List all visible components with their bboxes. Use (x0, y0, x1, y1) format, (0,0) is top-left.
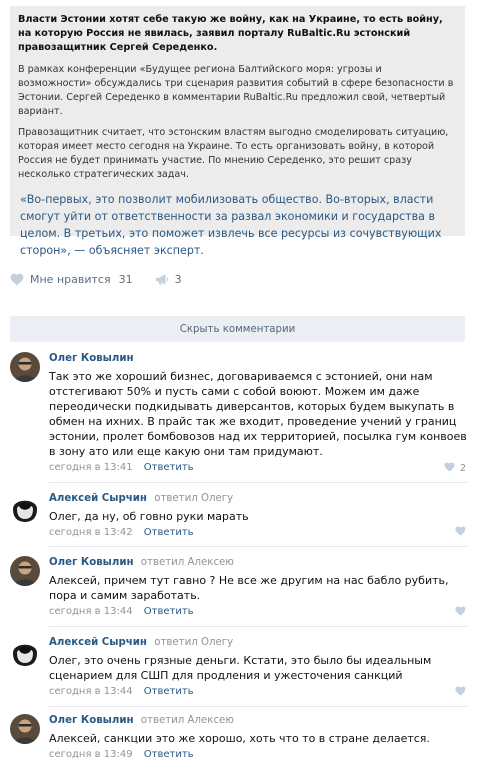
heart-icon (10, 273, 24, 286)
like-button[interactable] (10, 273, 133, 286)
heart-icon (455, 686, 466, 699)
comment-meta (49, 685, 470, 698)
reply-button[interactable]: Ответить (143, 606, 194, 617)
comment-meta (49, 748, 470, 761)
article-lead: Власти Эстонии хотят себе такую же войну, как на Украине, то есть войну, на которую Россия не явилась, заявил порталу RuBaltic.Ru эстонский правозащитник Сергей Середенко. (18, 14, 443, 53)
hide-comments-button[interactable]: Скрыть комментарии (10, 316, 465, 342)
comment-like-button[interactable] (444, 462, 466, 475)
comment-time[interactable]: сегодня в 13:49 (49, 749, 133, 760)
article-quote: «Во-первых, это позволит мобилизовать общество. Во-вторых, власти смогут уйти от ответственности за развал экономики и государства в целом. В третьих, это поможет извлечь все ресурсы из сочувствующих сторон», — объясняет эксперт. (20, 193, 442, 257)
reply-button[interactable]: Ответить (143, 527, 194, 538)
reply-to-name[interactable]: Олегу (200, 637, 234, 648)
comment-time[interactable]: сегодня в 13:44 (49, 606, 133, 617)
divider (49, 706, 467, 707)
comment-meta (49, 461, 470, 474)
comment-time[interactable]: сегодня в 13:44 (49, 686, 133, 697)
comment-meta (49, 605, 470, 618)
heart-icon (455, 526, 466, 539)
megaphone-icon (155, 273, 169, 286)
article-paragraph-1: В рамках конференции «Будущее региона Балтийского моря: угрозы и возможности» обсуждались три сценария развития событий в сфере безопасности в Эстонии. Сергей Середенко в комментарии RuBaltic.Ru предложил свой, четвертый вариант. (18, 64, 454, 117)
reply-context (141, 715, 234, 726)
comment-header (49, 352, 470, 365)
reply-context (154, 493, 233, 504)
comment-time[interactable]: сегодня в 13:42 (49, 527, 133, 538)
comment-meta (49, 526, 470, 539)
like-label: Мне нравится (30, 272, 111, 286)
comment-like-button[interactable] (455, 686, 466, 699)
comment-header (49, 556, 470, 569)
replied-word: ответил (140, 715, 185, 726)
comment-body (49, 352, 470, 474)
article-paragraph-2: Правозащитник считает, что эстонским властям выгодно смоделировать ситуацию, которая имеет место сегодня на Украине. То есть организовать войну, в которой Россия не будет принимать участие. По мнению Середенко, это решит сразу несколько стратегических задач. (18, 127, 449, 180)
reply-context (141, 557, 234, 568)
comment-author[interactable]: Олег Ковылин (49, 557, 134, 568)
comment-text: Алексей, санкции это же хорошо, хоть что то в стране делается. (49, 732, 430, 745)
reply-to-name[interactable]: Олегу (200, 493, 234, 504)
avatar[interactable] (10, 636, 40, 666)
replied-word: ответил (140, 557, 185, 568)
share-count: 3 (174, 272, 182, 286)
comment-like-button[interactable] (455, 526, 466, 539)
comment-text: Алексей, причем тут гавно ? Не все же другим на нас бабло рубить, пора и самим заработать. (49, 574, 449, 602)
reply-button[interactable]: Ответить (143, 686, 194, 697)
comment-header (49, 714, 470, 727)
reply-button[interactable]: Ответить (143, 462, 194, 473)
article-excerpt (10, 6, 465, 257)
comment-author[interactable]: Олег Ковылин (49, 353, 134, 364)
divider (49, 546, 467, 547)
comment-author[interactable]: Олег Ковылин (49, 715, 134, 726)
avatar[interactable] (10, 714, 40, 744)
comment-body (49, 556, 470, 618)
divider (49, 482, 467, 483)
avatar[interactable] (10, 352, 40, 382)
comment-like-count: 2 (459, 463, 466, 474)
avatar[interactable] (10, 556, 40, 586)
replied-word: ответил (154, 493, 198, 504)
comment-body (49, 636, 470, 698)
replied-word: ответил (154, 637, 198, 648)
reply-context (154, 637, 233, 648)
comment-text: Олег, это очень грязные деньги. Кстати, это было бы идеальным сценарием для СШП для продления и ужесточения санкций (49, 654, 432, 682)
divider (49, 626, 467, 627)
comment-text: Так это же хороший бизнес, договариваемся с эстонией, они нам отстегивают 50% и пусть сами с собой воюют. Можем им даже переодически подкидывать диверсантов, которых будем выкупать в обмен на ихних. В прайс так же входит, проведение учений у границ эстонии, пролет бомбовозов над их территорией, посылка гум конвоев в зону ато или еще какую они там придумают. (49, 370, 467, 458)
comment-header (49, 492, 470, 505)
reply-to-name[interactable]: Алексею (187, 715, 234, 726)
comment-text: Олег, да ну, об говно руки марать (49, 510, 249, 523)
comment-like-button[interactable] (455, 606, 466, 619)
comment-body (49, 492, 470, 539)
comment-time[interactable]: сегодня в 13:41 (49, 462, 133, 473)
comment-author[interactable]: Алексей Сырчин (49, 637, 147, 648)
comment-body (49, 714, 470, 761)
like-count: 31 (118, 272, 133, 286)
heart-icon (444, 462, 455, 475)
comment-author[interactable]: Алексей Сырчин (49, 493, 147, 504)
avatar[interactable] (10, 492, 40, 522)
post-actions (10, 270, 182, 288)
reply-button[interactable]: Ответить (143, 749, 194, 760)
heart-icon (455, 606, 466, 619)
share-button[interactable] (155, 273, 182, 286)
comment-header (49, 636, 470, 649)
reply-to-name[interactable]: Алексею (187, 557, 234, 568)
